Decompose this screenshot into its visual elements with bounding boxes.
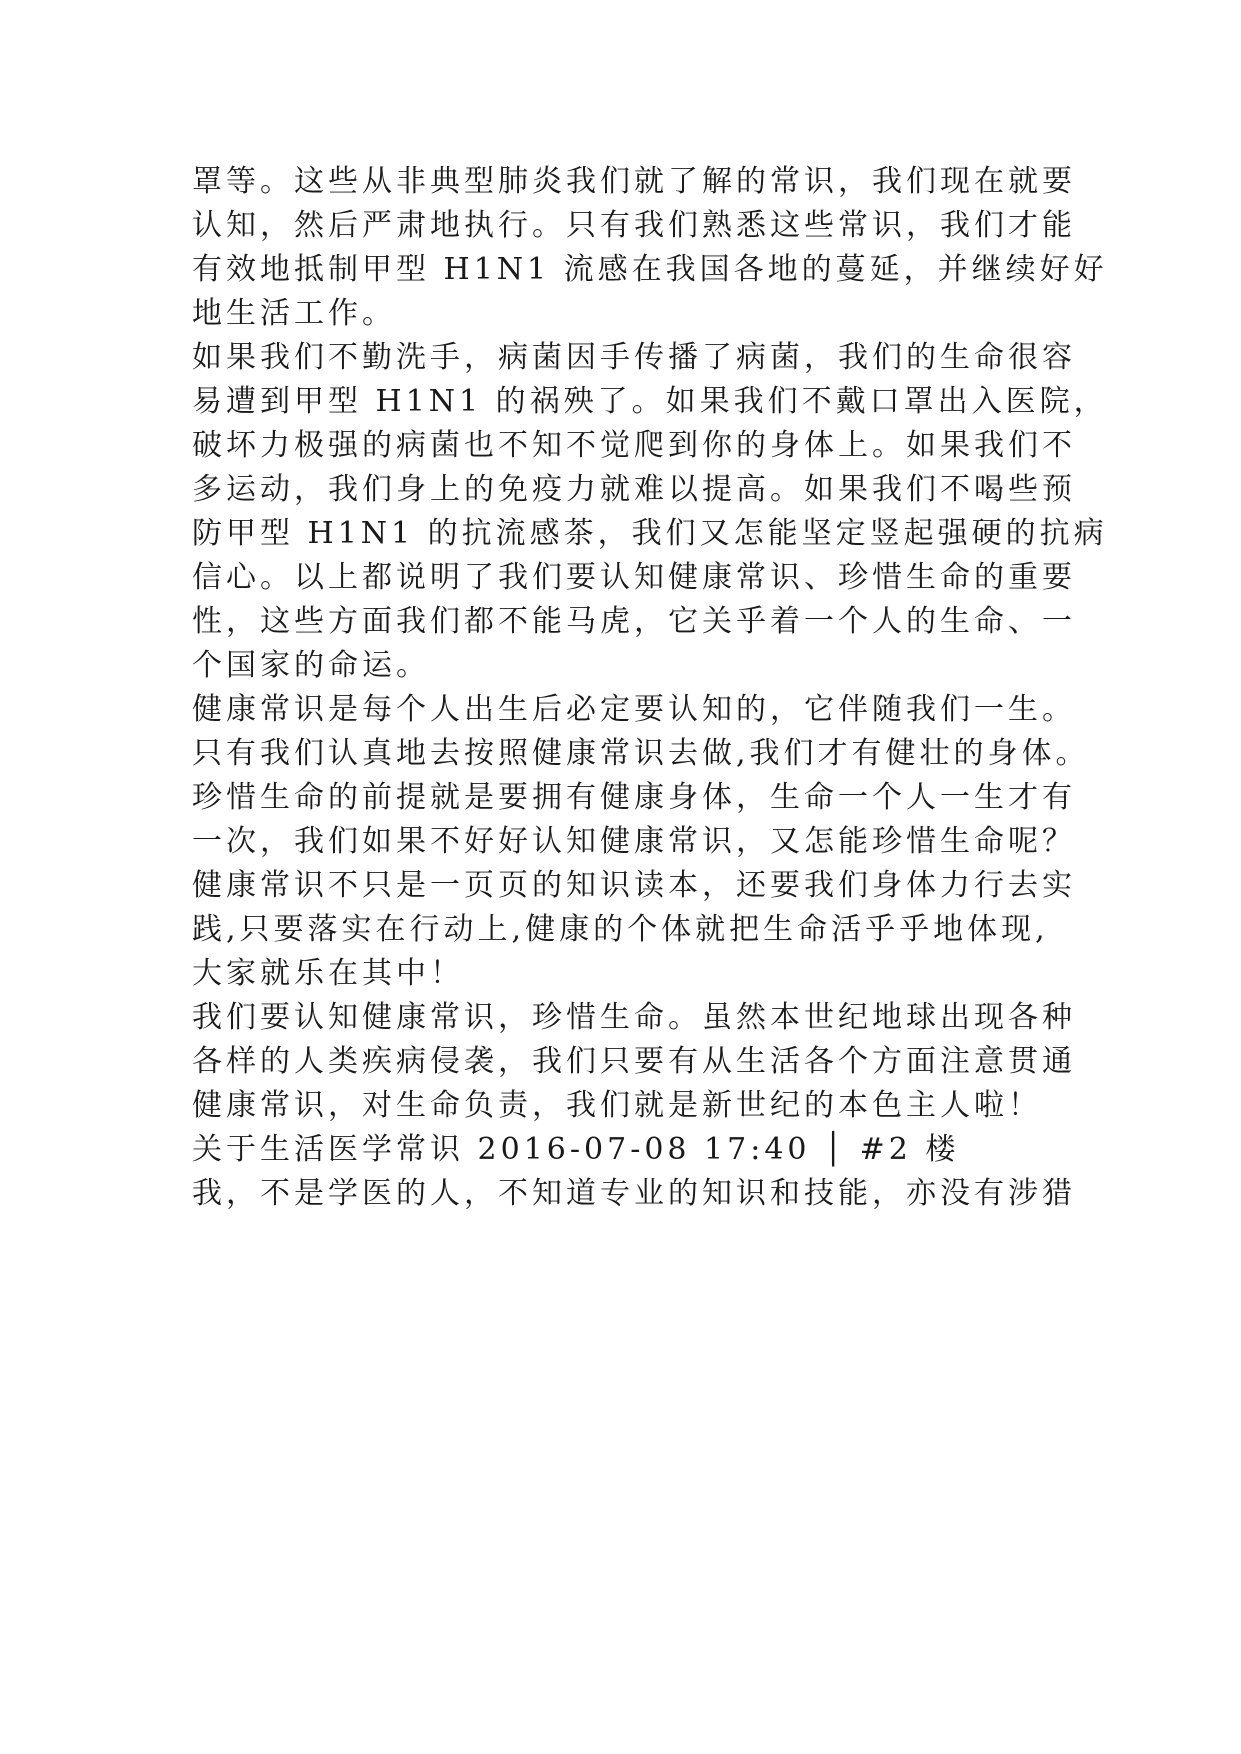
text-line: 信心。以上都说明了我们要认知健康常识、珍惜生命的重要	[192, 560, 1076, 595]
text-line: 罩等。这些从非典型肺炎我们就了解的常识，我们现在就要	[192, 164, 1076, 199]
text-line: 如果我们不勤洗手，病菌因手传播了病菌，我们的生命很容	[192, 340, 1076, 375]
text-line: 防甲型 H1N1 的抗流感茶，我们又怎能坚定竖起强硬的抗病	[192, 516, 1108, 551]
text-line: 大家就乐在其中！	[192, 956, 464, 991]
text-line: 性，这些方面我们都不能马虎，它关乎着一个人的生命、一	[192, 604, 1076, 639]
text-line: 健康常识不只是一页页的知识读本，还要我们身体力行去实	[192, 868, 1076, 903]
text-line: 各样的人类疾病侵袭，我们只要有从生活各个方面注意贯通	[192, 1044, 1076, 1079]
text-line: 我们要认知健康常识，珍惜生命。虽然本世纪地球出现各种	[192, 1000, 1076, 1035]
text-line: 珍惜生命的前提就是要拥有健康身体，生命一个人一生才有	[192, 780, 1076, 815]
text-line: 易遭到甲型 H1N1 的祸殃了。如果我们不戴口罩出入医院，	[192, 384, 1108, 419]
text-line: 破坏力极强的病菌也不知不觉爬到你的身体上。如果我们不	[192, 428, 1076, 463]
text-line: 多运动，我们身上的免疫力就难以提高。如果我们不喝些预	[192, 472, 1076, 507]
text-line: 地生活工作。	[192, 296, 396, 331]
text-line: 健康常识是每个人出生后必定要认知的，它伴随我们一生。	[192, 692, 1076, 727]
text-line: 有效地抵制甲型 H1N1 流感在我国各地的蔓延，并继续好好	[192, 252, 1108, 287]
text-line: 认知，然后严肃地执行。只有我们熟悉这些常识，我们才能	[192, 208, 1076, 243]
text-line: 我，不是学医的人，不知道专业的知识和技能，亦没有涉猎	[192, 1176, 1076, 1211]
text-line: 个国家的命运。	[192, 648, 430, 683]
text-line: 一次，我们如果不好好认知健康常识，又怎能珍惜生命呢？	[192, 824, 1076, 859]
post-meta-line: 关于生活医学常识 2016-07-08 17:40 │ #2 楼	[192, 1132, 960, 1167]
document-body	[192, 160, 1108, 1216]
text-line: 健康常识，对生命负责，我们就是新世纪的本色主人啦！	[192, 1088, 1042, 1123]
text-line: 践,只要落实在行动上,健康的个体就把生命活乎乎地体现,	[192, 912, 1049, 947]
text-line: 只有我们认真地去按照健康常识去做,我们才有健壮的身体。	[192, 736, 1090, 771]
